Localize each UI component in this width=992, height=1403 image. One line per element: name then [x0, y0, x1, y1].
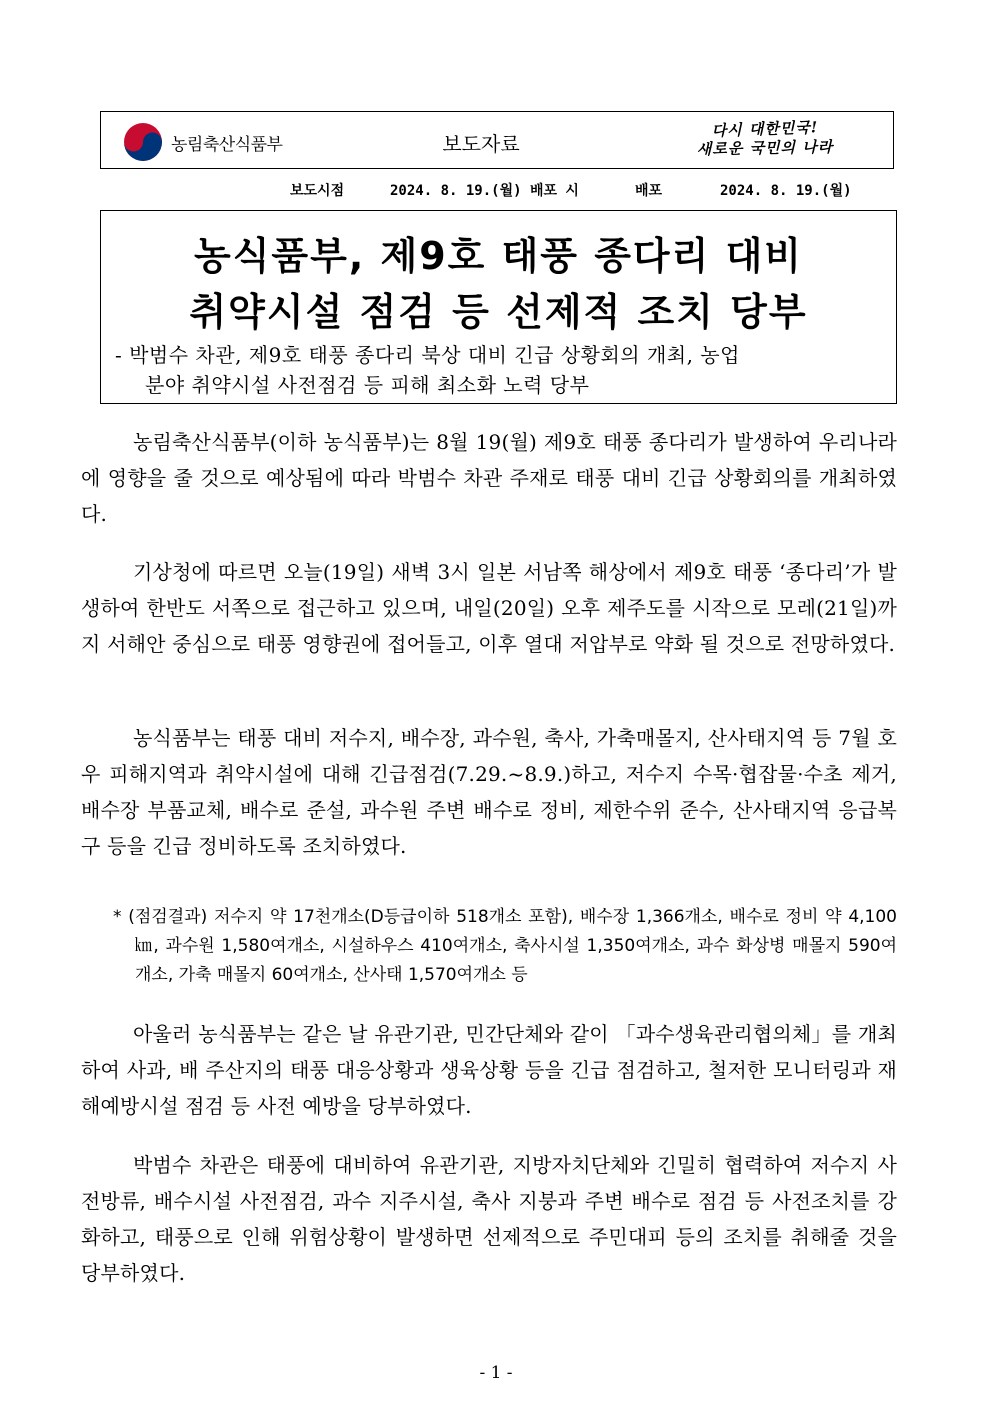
title-box: [100, 210, 897, 404]
headline-line-1: 농식품부, 제9호 태풍 종다리 대비: [194, 234, 803, 278]
press-header: [100, 111, 894, 169]
page-number: - 1 -: [479, 1363, 513, 1383]
paragraph-2: 기상청에 따르면 오늘(19일) 새벽 3시 일본 서남쪽 해상에서 제9호 태풍 ‘종다리’가 발생하여 한반도 서쪽으로 접근하고 있으며, 내일(20일) 오후 제주도를 시작으로 모레(21일)까지 서해안 중심으로 태풍 영향권에 접어들고, 이후 열대 저압부로 약화 될 것으로 전망하였다.: [81, 560, 897, 656]
slogan-line-1: 다시 대한민국!: [711, 118, 819, 140]
paragraph-4: 아울러 농식품부는 같은 날 유관기관, 민간단체와 같이 「과수생육관리협의체」를 개최하여 사과, 배 주산지의 태풍 대응상황과 생육상황 등을 긴급 점검하고, 철저한 모니터링과 재해예방시설 점검 등 사전 예방을 당부하였다.: [81, 1022, 897, 1118]
report-time-value: 2024. 8. 19.(월) 배포 시: [390, 183, 579, 199]
distribution-value: 2024. 8. 19.(월): [720, 183, 852, 199]
distribution-label: 배포: [635, 183, 663, 199]
slogan: [665, 120, 865, 158]
subheadline-line-2: 분야 취약시설 사전점검 등 피해 최소화 노력 당부: [145, 373, 590, 397]
paragraph-1: 농림축산식품부(이하 농식품부)는 8월 19(월) 제9호 태풍 종다리가 발생하여 우리나라에 영향을 줄 것으로 예상됨에 따라 박범수 차관 주재로 태풍 대비 긴급 상황회의를 개최하였다.: [81, 430, 897, 526]
report-time-label: 보도시점: [290, 183, 345, 199]
doc-type-label: 보도자료: [442, 132, 520, 156]
subheadline-line-1: - 박범수 차관, 제9호 태풍 종다리 북상 대비 긴급 상황회의 개최, 농업: [115, 343, 740, 367]
inspection-result-note: * (점검결과) 저수지 약 17천개소(D등급이하 518개소 포함), 배수장 1,366개소, 배수로 정비 약 4,100㎞, 과수원 1,580여개소, 시설하우스 410여개소, 축사시설 1,350여개소, 과수 화상병 매몰지 590여개소, 가축 매몰지 60여개소, 산사태 1,570여개소 등: [113, 907, 897, 985]
headline-line-2: 취약시설 점검 등 선제적 조치 당부: [189, 290, 808, 334]
paragraph-5: 박범수 차관은 태풍에 대비하여 유관기관, 지방자치단체와 긴밀히 협력하여 저수지 사전방류, 배수시설 사전점검, 과수 지주시설, 축사 지붕과 주변 배수로 점검 등 사전조치를 강화하고, 태풍으로 인해 위험상황이 발생하면 선제적으로 주민대피 등의 조치를 취해줄 것을 당부하였다.: [81, 1153, 897, 1285]
paragraph-3: 농식품부는 태풍 대비 저수지, 배수장, 과수원, 축사, 가축매몰지, 산사태지역 등 7월 호우 피해지역과 취약시설에 대해 긴급점검(7.29.~8.9.)하고, 저수지 수목·협잡물·수초 제거, 배수장 부품교체, 배수로 준설, 과수원 주변 배수로 정비, 제한수위 준수, 산사태지역 응급복구 등을 긴급 정비하도록 조치하였다.: [81, 726, 897, 858]
release-info: [100, 178, 894, 200]
taegeuk-emblem-icon: [123, 122, 163, 162]
slogan-line-2: 새로운 국민의 나라: [696, 137, 834, 159]
ministry-name: 농림축산식품부: [171, 135, 283, 155]
